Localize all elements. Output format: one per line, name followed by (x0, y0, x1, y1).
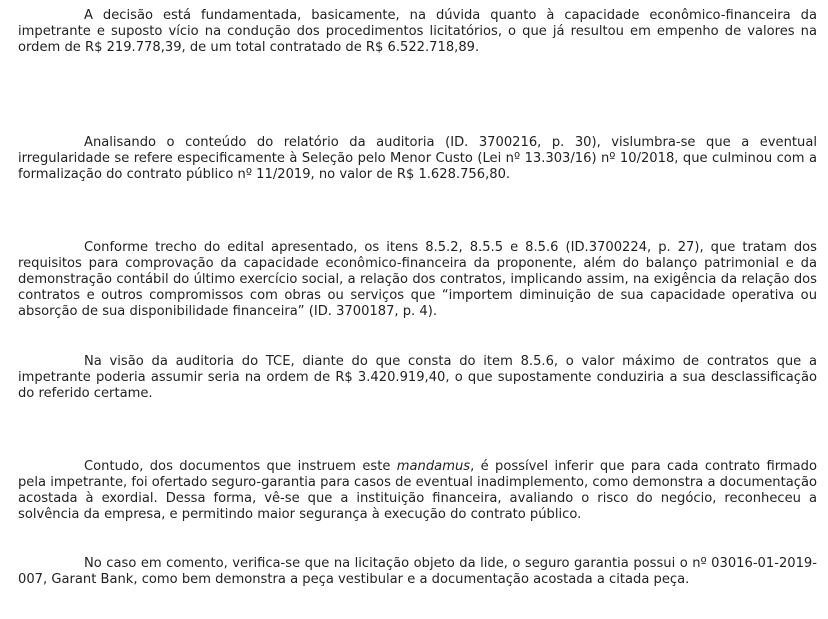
paragraph-decisao: A decisão está fundamentada, basicamente, na dúvida quanto à capacidade econômico-financeira da impetrante e suposto vício na condução dos procedimentos licitatórios, o que já resultou em empenho de valores na ordem de R$ 219.778,39, de um total contratado de R$ 6.522.718,89. (18, 8, 817, 55)
paragraph-caso-comento: No caso em comento, verifica-se que na licitação objeto da lide, o seguro garantia possui o nº 03016-01-2019-007, Garant Bank, como bem demonstra a peça vestibular e a documentação acostada a citada peça. (18, 556, 817, 587)
mandamus-emphasis: mandamus (396, 459, 471, 474)
paragraph-conforme: Conforme trecho do edital apresentado, os itens 8.5.2, 8.5.5 e 8.5.6 (ID.3700224, p. 27), que tratam dos requisitos para comprovação da capacidade econômico-financeira da proponente, além do balanço patrimonial e da demonstração contábil do último exercício social, a relação dos contratos, implicando assim, na exigência da relação dos contratos e outros compromissos com obras ou serviços que “importem diminuição de sua capacidade operativa ou absorção de sua disponibilidade financeira” (ID. 3700187, p. 4). (18, 240, 817, 319)
paragraph-contudo (18, 459, 817, 523)
paragraph-analisando: Analisando o conteúdo do relatório da auditoria (ID. 3700216, p. 30), vislumbra-se que a eventual irregularidade se refere especificamente à Seleção pelo Menor Custo (Lei nº 13.303/16) nº 10/2018, que culminou com a formalização do contrato público nº 11/2019, no valor de R$ 1.628.756,80. (18, 135, 817, 182)
paragraph-visao-auditoria: Na visão da auditoria do TCE, diante do que consta do item 8.5.6, o valor máximo de contratos que a impetrante poderia assumir seria na ordem de R$ 3.420.919,40, o que supostamente conduziria a sua desclassificação do referido certame. (18, 354, 817, 401)
paragraph-contudo-end: , é possível inferir que para cada contrato firmado pela impetrante, foi ofertado seguro-garantia para casos de eventual inadimplemento, como demonstra a documentação acostada à exordial. Dessa forma, vê-se que a instituição financeira, avaliando o risco do negócio, reconheceu a solvência da empresa, e permitindo maior segurança à execução do contrato público. (18, 459, 817, 522)
paragraph-contudo-start: Contudo, dos documentos que instruem este (84, 459, 397, 474)
